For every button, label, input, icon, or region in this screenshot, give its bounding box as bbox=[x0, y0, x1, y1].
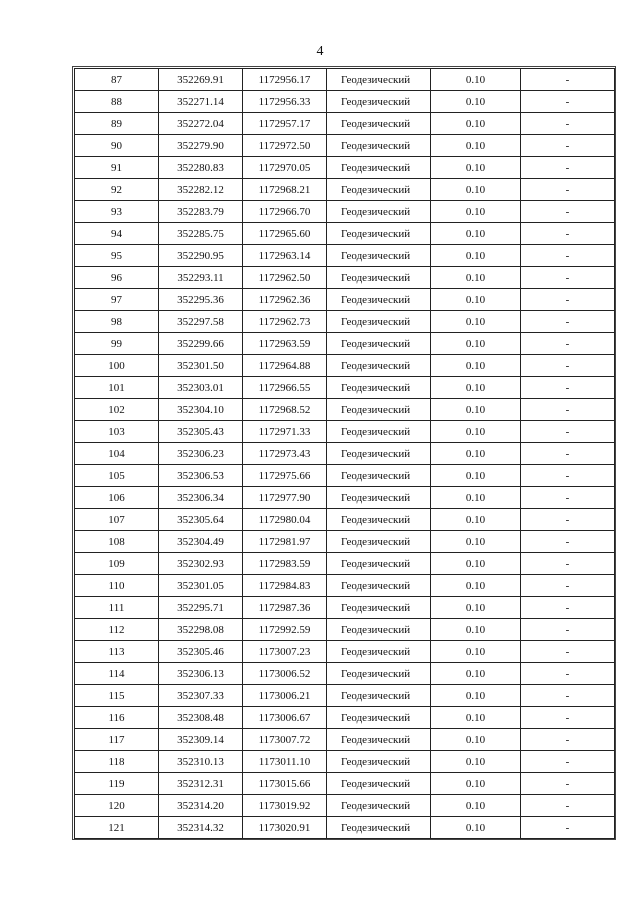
x-coordinate-cell: 352280.83 bbox=[159, 157, 243, 179]
description-cell: - bbox=[521, 817, 615, 839]
table-row bbox=[75, 135, 615, 157]
method-cell: Геодезический bbox=[327, 69, 431, 91]
method-cell: Геодезический bbox=[327, 113, 431, 135]
method-cell: Геодезический bbox=[327, 729, 431, 751]
method-cell: Геодезический bbox=[327, 245, 431, 267]
accuracy-cell: 0.10 bbox=[431, 333, 521, 355]
accuracy-cell: 0.10 bbox=[431, 663, 521, 685]
y-coordinate-cell: 1172964.88 bbox=[243, 355, 327, 377]
point-number-cell: 93 bbox=[75, 201, 159, 223]
y-coordinate-cell: 1173019.92 bbox=[243, 795, 327, 817]
point-number-cell: 105 bbox=[75, 465, 159, 487]
table-row bbox=[75, 311, 615, 333]
table-row bbox=[75, 663, 615, 685]
accuracy-cell: 0.10 bbox=[431, 795, 521, 817]
y-coordinate-cell: 1172973.43 bbox=[243, 443, 327, 465]
accuracy-cell: 0.10 bbox=[431, 135, 521, 157]
point-number-cell: 106 bbox=[75, 487, 159, 509]
x-coordinate-cell: 352306.53 bbox=[159, 465, 243, 487]
table-row bbox=[75, 509, 615, 531]
description-cell: - bbox=[521, 509, 615, 531]
point-number-cell: 95 bbox=[75, 245, 159, 267]
description-cell: - bbox=[521, 795, 615, 817]
method-cell: Геодезический bbox=[327, 465, 431, 487]
description-cell: - bbox=[521, 619, 615, 641]
y-coordinate-cell: 1172987.36 bbox=[243, 597, 327, 619]
point-number-cell: 107 bbox=[75, 509, 159, 531]
method-cell: Геодезический bbox=[327, 267, 431, 289]
x-coordinate-cell: 352306.23 bbox=[159, 443, 243, 465]
point-number-cell: 121 bbox=[75, 817, 159, 839]
description-cell: - bbox=[521, 355, 615, 377]
y-coordinate-cell: 1172963.14 bbox=[243, 245, 327, 267]
x-coordinate-cell: 352272.04 bbox=[159, 113, 243, 135]
table-row bbox=[75, 707, 615, 729]
accuracy-cell: 0.10 bbox=[431, 201, 521, 223]
description-cell: - bbox=[521, 575, 615, 597]
accuracy-cell: 0.10 bbox=[431, 641, 521, 663]
table-row bbox=[75, 377, 615, 399]
accuracy-cell: 0.10 bbox=[431, 487, 521, 509]
method-cell: Геодезический bbox=[327, 179, 431, 201]
description-cell: - bbox=[521, 267, 615, 289]
point-number-cell: 94 bbox=[75, 223, 159, 245]
accuracy-cell: 0.10 bbox=[431, 817, 521, 839]
point-number-cell: 116 bbox=[75, 707, 159, 729]
description-cell: - bbox=[521, 597, 615, 619]
accuracy-cell: 0.10 bbox=[431, 685, 521, 707]
method-cell: Геодезический bbox=[327, 751, 431, 773]
method-cell: Геодезический bbox=[327, 201, 431, 223]
coordinates-table bbox=[74, 68, 615, 839]
method-cell: Геодезический bbox=[327, 157, 431, 179]
table-row bbox=[75, 597, 615, 619]
accuracy-cell: 0.10 bbox=[431, 223, 521, 245]
accuracy-cell: 0.10 bbox=[431, 509, 521, 531]
description-cell: - bbox=[521, 311, 615, 333]
table-row bbox=[75, 773, 615, 795]
description-cell: - bbox=[521, 377, 615, 399]
x-coordinate-cell: 352279.90 bbox=[159, 135, 243, 157]
accuracy-cell: 0.10 bbox=[431, 179, 521, 201]
y-coordinate-cell: 1172956.17 bbox=[243, 69, 327, 91]
table-row bbox=[75, 179, 615, 201]
point-number-cell: 115 bbox=[75, 685, 159, 707]
description-cell: - bbox=[521, 421, 615, 443]
y-coordinate-cell: 1173007.23 bbox=[243, 641, 327, 663]
table-row bbox=[75, 553, 615, 575]
accuracy-cell: 0.10 bbox=[431, 707, 521, 729]
x-coordinate-cell: 352297.58 bbox=[159, 311, 243, 333]
table-row bbox=[75, 443, 615, 465]
x-coordinate-cell: 352301.05 bbox=[159, 575, 243, 597]
point-number-cell: 91 bbox=[75, 157, 159, 179]
description-cell: - bbox=[521, 751, 615, 773]
accuracy-cell: 0.10 bbox=[431, 91, 521, 113]
accuracy-cell: 0.10 bbox=[431, 729, 521, 751]
x-coordinate-cell: 352293.11 bbox=[159, 267, 243, 289]
x-coordinate-cell: 352299.66 bbox=[159, 333, 243, 355]
page-number: 4 bbox=[316, 44, 324, 59]
accuracy-cell: 0.10 bbox=[431, 289, 521, 311]
y-coordinate-cell: 1172966.55 bbox=[243, 377, 327, 399]
description-cell: - bbox=[521, 69, 615, 91]
accuracy-cell: 0.10 bbox=[431, 399, 521, 421]
y-coordinate-cell: 1172983.59 bbox=[243, 553, 327, 575]
y-coordinate-cell: 1172981.97 bbox=[243, 531, 327, 553]
method-cell: Геодезический bbox=[327, 399, 431, 421]
accuracy-cell: 0.10 bbox=[431, 597, 521, 619]
x-coordinate-cell: 352310.13 bbox=[159, 751, 243, 773]
point-number-cell: 92 bbox=[75, 179, 159, 201]
table-row bbox=[75, 795, 615, 817]
y-coordinate-cell: 1173006.21 bbox=[243, 685, 327, 707]
point-number-cell: 118 bbox=[75, 751, 159, 773]
table-row bbox=[75, 751, 615, 773]
method-cell: Геодезический bbox=[327, 773, 431, 795]
y-coordinate-cell: 1173015.66 bbox=[243, 773, 327, 795]
point-number-cell: 114 bbox=[75, 663, 159, 685]
x-coordinate-cell: 352304.10 bbox=[159, 399, 243, 421]
point-number-cell: 109 bbox=[75, 553, 159, 575]
coordinates-table-body bbox=[75, 69, 615, 839]
y-coordinate-cell: 1173011.10 bbox=[243, 751, 327, 773]
x-coordinate-cell: 352314.20 bbox=[159, 795, 243, 817]
description-cell: - bbox=[521, 553, 615, 575]
table-row bbox=[75, 245, 615, 267]
description-cell: - bbox=[521, 729, 615, 751]
table-row bbox=[75, 729, 615, 751]
x-coordinate-cell: 352314.32 bbox=[159, 817, 243, 839]
x-coordinate-cell: 352282.12 bbox=[159, 179, 243, 201]
method-cell: Геодезический bbox=[327, 421, 431, 443]
method-cell: Геодезический bbox=[327, 817, 431, 839]
y-coordinate-cell: 1172984.83 bbox=[243, 575, 327, 597]
y-coordinate-cell: 1172972.50 bbox=[243, 135, 327, 157]
description-cell: - bbox=[521, 289, 615, 311]
point-number-cell: 119 bbox=[75, 773, 159, 795]
table-row bbox=[75, 223, 615, 245]
method-cell: Геодезический bbox=[327, 135, 431, 157]
method-cell: Геодезический bbox=[327, 355, 431, 377]
x-coordinate-cell: 352307.33 bbox=[159, 685, 243, 707]
point-number-cell: 110 bbox=[75, 575, 159, 597]
description-cell: - bbox=[521, 157, 615, 179]
x-coordinate-cell: 352308.48 bbox=[159, 707, 243, 729]
description-cell: - bbox=[521, 201, 615, 223]
description-cell: - bbox=[521, 641, 615, 663]
accuracy-cell: 0.10 bbox=[431, 157, 521, 179]
table-row bbox=[75, 355, 615, 377]
accuracy-cell: 0.10 bbox=[431, 465, 521, 487]
y-coordinate-cell: 1172971.33 bbox=[243, 421, 327, 443]
method-cell: Геодезический bbox=[327, 509, 431, 531]
table-row bbox=[75, 201, 615, 223]
accuracy-cell: 0.10 bbox=[431, 619, 521, 641]
x-coordinate-cell: 352305.64 bbox=[159, 509, 243, 531]
table-row bbox=[75, 267, 615, 289]
method-cell: Геодезический bbox=[327, 707, 431, 729]
x-coordinate-cell: 352306.13 bbox=[159, 663, 243, 685]
y-coordinate-cell: 1172992.59 bbox=[243, 619, 327, 641]
y-coordinate-cell: 1172956.33 bbox=[243, 91, 327, 113]
point-number-cell: 90 bbox=[75, 135, 159, 157]
y-coordinate-cell: 1172968.52 bbox=[243, 399, 327, 421]
description-cell: - bbox=[521, 465, 615, 487]
point-number-cell: 97 bbox=[75, 289, 159, 311]
method-cell: Геодезический bbox=[327, 443, 431, 465]
x-coordinate-cell: 352302.93 bbox=[159, 553, 243, 575]
x-coordinate-cell: 352285.75 bbox=[159, 223, 243, 245]
method-cell: Геодезический bbox=[327, 223, 431, 245]
point-number-cell: 100 bbox=[75, 355, 159, 377]
method-cell: Геодезический bbox=[327, 553, 431, 575]
x-coordinate-cell: 352304.49 bbox=[159, 531, 243, 553]
x-coordinate-cell: 352295.36 bbox=[159, 289, 243, 311]
x-coordinate-cell: 352271.14 bbox=[159, 91, 243, 113]
table-row bbox=[75, 641, 615, 663]
x-coordinate-cell: 352301.50 bbox=[159, 355, 243, 377]
method-cell: Геодезический bbox=[327, 311, 431, 333]
table-row bbox=[75, 91, 615, 113]
y-coordinate-cell: 1172970.05 bbox=[243, 157, 327, 179]
accuracy-cell: 0.10 bbox=[431, 113, 521, 135]
table-row bbox=[75, 421, 615, 443]
x-coordinate-cell: 352309.14 bbox=[159, 729, 243, 751]
method-cell: Геодезический bbox=[327, 619, 431, 641]
method-cell: Геодезический bbox=[327, 91, 431, 113]
point-number-cell: 117 bbox=[75, 729, 159, 751]
table-row bbox=[75, 487, 615, 509]
method-cell: Геодезический bbox=[327, 575, 431, 597]
point-number-cell: 99 bbox=[75, 333, 159, 355]
description-cell: - bbox=[521, 663, 615, 685]
description-cell: - bbox=[521, 223, 615, 245]
point-number-cell: 108 bbox=[75, 531, 159, 553]
point-number-cell: 112 bbox=[75, 619, 159, 641]
point-number-cell: 120 bbox=[75, 795, 159, 817]
point-number-cell: 103 bbox=[75, 421, 159, 443]
table-row bbox=[75, 685, 615, 707]
accuracy-cell: 0.10 bbox=[431, 311, 521, 333]
point-number-cell: 98 bbox=[75, 311, 159, 333]
y-coordinate-cell: 1172975.66 bbox=[243, 465, 327, 487]
point-number-cell: 104 bbox=[75, 443, 159, 465]
accuracy-cell: 0.10 bbox=[431, 245, 521, 267]
method-cell: Геодезический bbox=[327, 795, 431, 817]
accuracy-cell: 0.10 bbox=[431, 553, 521, 575]
accuracy-cell: 0.10 bbox=[431, 355, 521, 377]
accuracy-cell: 0.10 bbox=[431, 773, 521, 795]
description-cell: - bbox=[521, 773, 615, 795]
description-cell: - bbox=[521, 91, 615, 113]
table-row bbox=[75, 575, 615, 597]
method-cell: Геодезический bbox=[327, 333, 431, 355]
x-coordinate-cell: 352283.79 bbox=[159, 201, 243, 223]
point-number-cell: 87 bbox=[75, 69, 159, 91]
y-coordinate-cell: 1172962.36 bbox=[243, 289, 327, 311]
accuracy-cell: 0.10 bbox=[431, 267, 521, 289]
y-coordinate-cell: 1172965.60 bbox=[243, 223, 327, 245]
method-cell: Геодезический bbox=[327, 531, 431, 553]
x-coordinate-cell: 352269.91 bbox=[159, 69, 243, 91]
point-number-cell: 96 bbox=[75, 267, 159, 289]
accuracy-cell: 0.10 bbox=[431, 531, 521, 553]
method-cell: Геодезический bbox=[327, 641, 431, 663]
y-coordinate-cell: 1172980.04 bbox=[243, 509, 327, 531]
y-coordinate-cell: 1173007.72 bbox=[243, 729, 327, 751]
description-cell: - bbox=[521, 685, 615, 707]
accuracy-cell: 0.10 bbox=[431, 421, 521, 443]
y-coordinate-cell: 1172962.50 bbox=[243, 267, 327, 289]
accuracy-cell: 0.10 bbox=[431, 377, 521, 399]
x-coordinate-cell: 352312.31 bbox=[159, 773, 243, 795]
y-coordinate-cell: 1173006.52 bbox=[243, 663, 327, 685]
x-coordinate-cell: 352305.43 bbox=[159, 421, 243, 443]
description-cell: - bbox=[521, 443, 615, 465]
point-number-cell: 111 bbox=[75, 597, 159, 619]
y-coordinate-cell: 1172962.73 bbox=[243, 311, 327, 333]
method-cell: Геодезический bbox=[327, 377, 431, 399]
description-cell: - bbox=[521, 399, 615, 421]
table-row bbox=[75, 465, 615, 487]
description-cell: - bbox=[521, 333, 615, 355]
x-coordinate-cell: 352303.01 bbox=[159, 377, 243, 399]
table-row bbox=[75, 289, 615, 311]
method-cell: Геодезический bbox=[327, 289, 431, 311]
table-row bbox=[75, 333, 615, 355]
x-coordinate-cell: 352306.34 bbox=[159, 487, 243, 509]
table-row bbox=[75, 157, 615, 179]
method-cell: Геодезический bbox=[327, 487, 431, 509]
point-number-cell: 102 bbox=[75, 399, 159, 421]
x-coordinate-cell: 352295.71 bbox=[159, 597, 243, 619]
table-row bbox=[75, 817, 615, 839]
table-row bbox=[75, 113, 615, 135]
x-coordinate-cell: 352305.46 bbox=[159, 641, 243, 663]
point-number-cell: 113 bbox=[75, 641, 159, 663]
description-cell: - bbox=[521, 135, 615, 157]
method-cell: Геодезический bbox=[327, 597, 431, 619]
description-cell: - bbox=[521, 245, 615, 267]
method-cell: Геодезический bbox=[327, 663, 431, 685]
accuracy-cell: 0.10 bbox=[431, 69, 521, 91]
method-cell: Геодезический bbox=[327, 685, 431, 707]
point-number-cell: 101 bbox=[75, 377, 159, 399]
accuracy-cell: 0.10 bbox=[431, 575, 521, 597]
x-coordinate-cell: 352298.08 bbox=[159, 619, 243, 641]
x-coordinate-cell: 352290.95 bbox=[159, 245, 243, 267]
point-number-cell: 89 bbox=[75, 113, 159, 135]
description-cell: - bbox=[521, 179, 615, 201]
table-row bbox=[75, 399, 615, 421]
accuracy-cell: 0.10 bbox=[431, 751, 521, 773]
table-row bbox=[75, 619, 615, 641]
y-coordinate-cell: 1173020.91 bbox=[243, 817, 327, 839]
point-number-cell: 88 bbox=[75, 91, 159, 113]
table-row bbox=[75, 531, 615, 553]
description-cell: - bbox=[521, 487, 615, 509]
accuracy-cell: 0.10 bbox=[431, 443, 521, 465]
y-coordinate-cell: 1172977.90 bbox=[243, 487, 327, 509]
description-cell: - bbox=[521, 707, 615, 729]
y-coordinate-cell: 1172966.70 bbox=[243, 201, 327, 223]
description-cell: - bbox=[521, 531, 615, 553]
description-cell: - bbox=[521, 113, 615, 135]
y-coordinate-cell: 1172963.59 bbox=[243, 333, 327, 355]
y-coordinate-cell: 1173006.67 bbox=[243, 707, 327, 729]
table-row bbox=[75, 69, 615, 91]
y-coordinate-cell: 1172968.21 bbox=[243, 179, 327, 201]
y-coordinate-cell: 1172957.17 bbox=[243, 113, 327, 135]
